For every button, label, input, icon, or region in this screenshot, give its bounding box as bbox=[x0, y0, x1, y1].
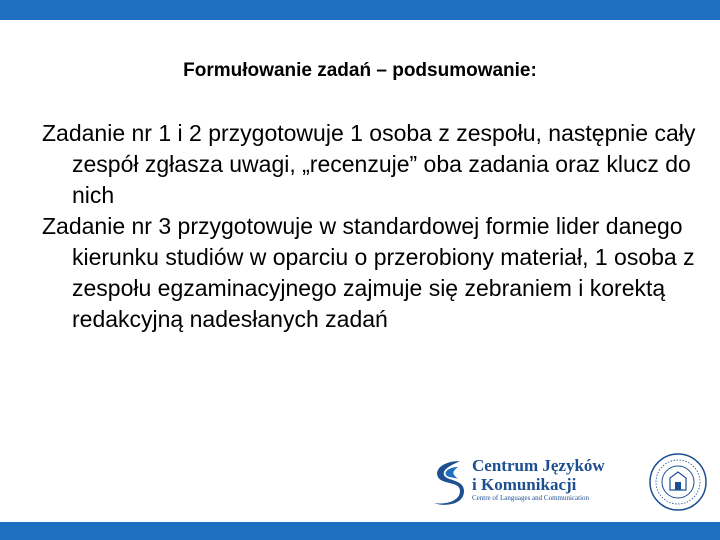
university-seal-icon bbox=[648, 452, 708, 512]
bullet-item-2: Zadanie nr 3 przygotowuje w standardowej formie lider danego kierunku studiów w oparciu o przerobiony materiał, 1 osoba z zespołu egzaminacyjnego zajmuje się zebraniem i korektą redakcyjną nadesłanych zadań bbox=[42, 213, 695, 332]
top-accent-bar bbox=[0, 0, 720, 20]
cjik-swoosh-logo-icon bbox=[430, 457, 466, 509]
bullet-item-1: Zadanie nr 1 i 2 przygotowuje 1 osoba z zespołu, następnie cały zespół zgłasza uwagi, „recenzuje” oba zadania oraz klucz do nich bbox=[42, 120, 696, 208]
bullet-list bbox=[42, 118, 710, 335]
logo-line-1: Centrum Języków bbox=[472, 456, 605, 475]
bottom-accent-bar bbox=[0, 522, 720, 540]
cjik-logo bbox=[430, 455, 615, 511]
slide-title: Formułowanie zadań – podsumowanie: bbox=[183, 60, 537, 81]
logo-line-3: Centre of Languages and Communication bbox=[472, 494, 590, 502]
logo-text bbox=[472, 456, 617, 503]
logo-line-2: i Komunikacji bbox=[472, 475, 577, 494]
